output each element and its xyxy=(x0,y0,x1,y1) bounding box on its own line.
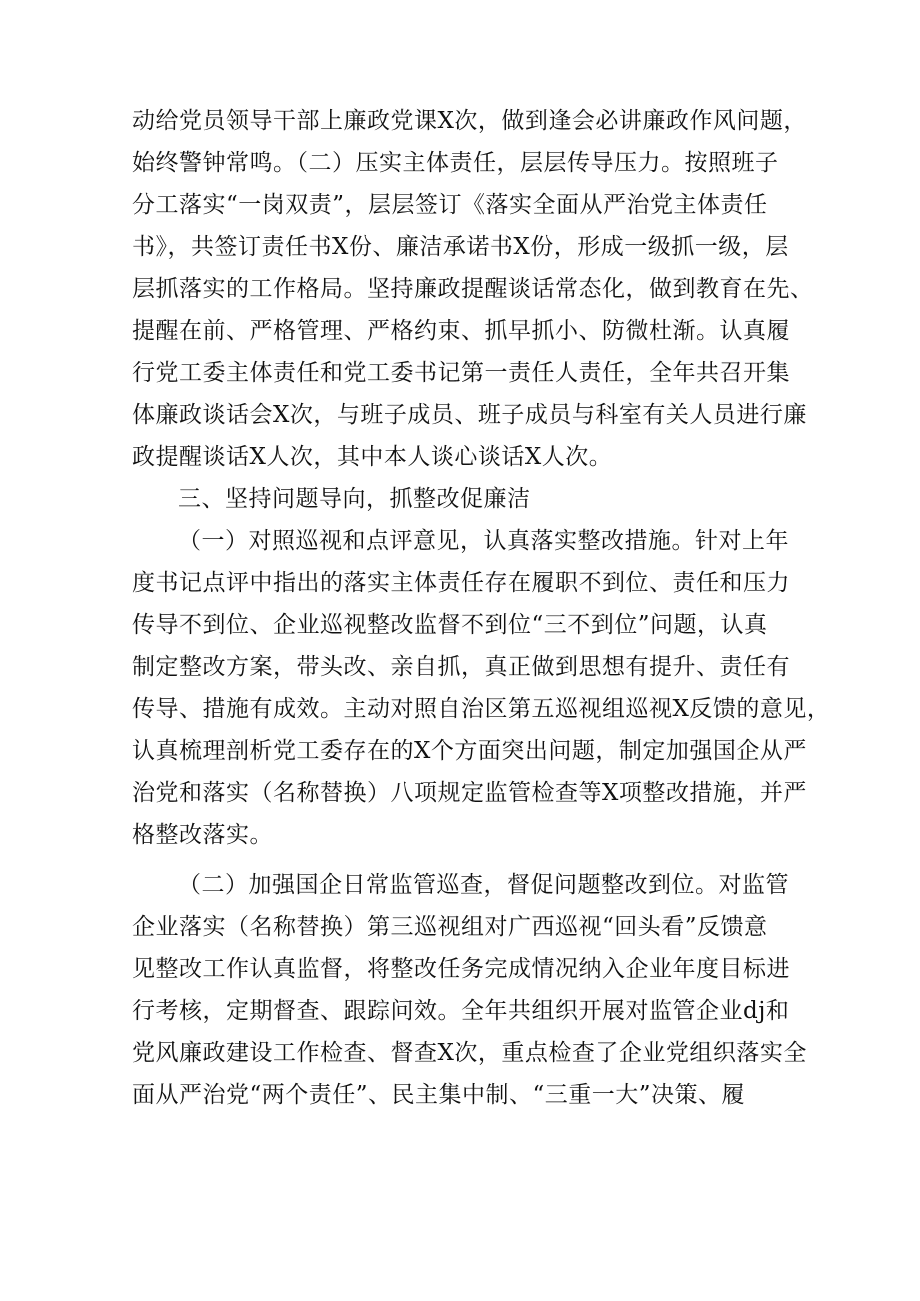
paragraph-spacer xyxy=(132,856,792,864)
paragraph-line: 层抓落实的工作格局。坚持廉政提醒谈话常态化，做到教育在先、 xyxy=(132,276,814,302)
document-body xyxy=(132,100,831,1116)
section-heading: 三、坚持问题导向，抓整改促廉洁 xyxy=(178,486,531,512)
paragraph-line: 党风廉政建设工作检查、督查X次，重点检查了企业党组织落实全 xyxy=(132,1040,807,1066)
paragraph-line: 度书记点评中指出的落实主体责任存在履职不到位、责任和压力 xyxy=(132,570,790,596)
paragraph-line: 治党和落实（名称替换）八项规定监管检查等X项整改措施，并严 xyxy=(132,780,807,806)
paragraph-line: 行党工委主体责任和党工委书记第一责任人责任，全年共召开集 xyxy=(132,360,790,386)
paragraph-line: 分工落实“一岗双责”，层层签订《落实全面从严治党主体责任 xyxy=(132,192,768,218)
paragraph-line: 政提醒谈话X人次，其中本人谈心谈话X人次。 xyxy=(132,444,613,470)
paragraph-line: 始终警钟常鸣。（二）压实主体责任，层层传导压力。按照班子 xyxy=(132,150,779,176)
paragraph-line: （一）对照巡视和点评意见，认真落实整改措施。针对上年 xyxy=(178,528,789,554)
paragraph-line: 动给党员领导干部上廉政党课X次，做到逢会必讲廉政作风问题， xyxy=(132,108,807,134)
paragraph-line: 传导不到位、企业巡视整改监督不到位“三不到位”问题，认真 xyxy=(132,612,768,638)
paragraph-line: 提醒在前、严格管理、严格约束、抓早抓小、防微杜渐。认真履 xyxy=(132,318,790,344)
paragraph-line: 认真梳理剖析党工委存在的X个方面突出问题，制定加强国企从严 xyxy=(132,738,807,764)
paragraph-line: 格整改落实。 xyxy=(132,822,273,848)
paragraph-line: 见整改工作认真监督，将整改任务完成情况纳入企业年度目标进 xyxy=(132,956,790,982)
paragraph-line: 制定整改方案，带头改、亲自抓，真正做到思想有提升、责任有 xyxy=(132,654,790,680)
paragraph-line: 书》，共签订责任书X份、廉洁承诺书X份，形成一级抓一级，层 xyxy=(132,234,789,260)
paragraph-line: 行考核，定期督查、跟踪问效。全年共组织开展对监管企业dj和 xyxy=(132,998,790,1024)
paragraph-line: 面从严治党“两个责任”、民主集中制、“三重一大”决策、履 xyxy=(132,1082,746,1108)
paragraph-line: 企业落实（名称替换）第三巡视组对广西巡视“回头看”反馈意 xyxy=(132,914,768,940)
paragraph-line: 传导、措施有成效。主动对照自治区第五巡视组巡视X反馈的意见， xyxy=(132,696,831,722)
paragraph-line: （二）加强国企日常监管巡查，督促问题整改到位。对监管 xyxy=(178,872,789,898)
paragraph-line: 体廉政谈话会X次，与班子成员、班子成员与科室有关人员进行廉 xyxy=(132,402,807,428)
